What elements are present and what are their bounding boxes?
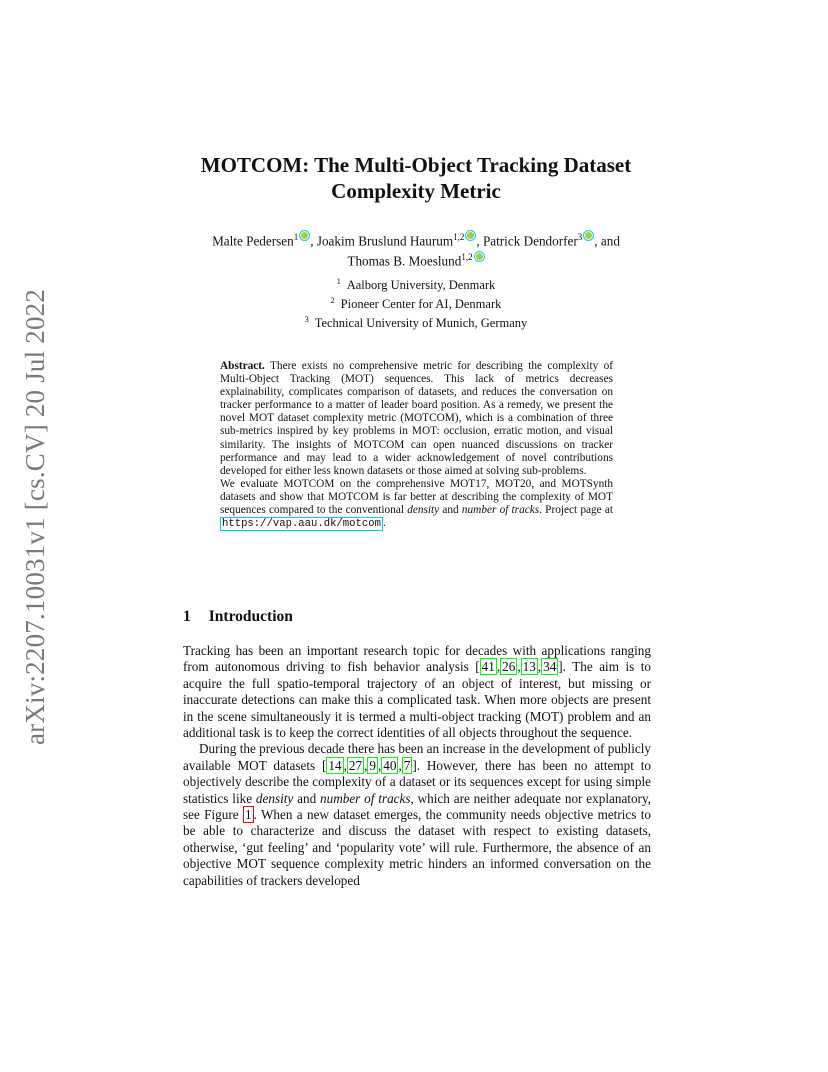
author-affiliation-marker: 1,2 [461, 252, 473, 263]
title-line-1: MOTCOM: The Multi-Object Tracking Dataset [200, 153, 632, 177]
affiliation-item [150, 274, 682, 293]
abstract-text: and [439, 504, 462, 517]
citation-link[interactable]: 40 [383, 757, 397, 773]
project-page-link[interactable]: https://vap.aau.dk/motcom [222, 518, 381, 531]
author-name: Thomas B. Moeslund [347, 253, 462, 269]
introduction-body [183, 643, 651, 889]
citation-link[interactable]: 34 [543, 659, 557, 675]
citation-link[interactable]: 26 [502, 659, 516, 675]
section-heading [183, 608, 293, 626]
citation-link[interactable]: 13 [522, 659, 536, 675]
authors-and: and [600, 233, 620, 249]
author-name: Patrick Dendorfer [482, 233, 578, 249]
section-number: 1 [183, 608, 191, 625]
abstract-emphasis: density [407, 504, 440, 517]
author-affiliation-marker: 1 [293, 232, 299, 242]
intro-paragraph-1: Tracking has been an important research topic for decades with applications ranging from autonomous driving to fish behavior analysis [ 41 , 26 , 13 , 34 ]. The aim is to acquire the full spatio-temporal trajectory of an object of interest, but missing or inaccurate detections can make this a complicated task. When more objects are present in the scene simultaneously it is termed a multi-object tracking (MOT) problem and an additional task is to keep the correct identities of all objects throughout the sequence. [183, 643, 651, 741]
abstract-text: We evaluate MOTCOM on the comprehensive MOT17, MOT20, and MOTSynth datasets and show that MOTCOM is far better at describing the complexity of MOT sequences compared to the conventional [220, 477, 613, 517]
orcid-icon[interactable] [583, 230, 594, 241]
body-text: During the previous decade there has been an increase in the development of publicly available MOT datasets [ [183, 741, 651, 773]
orcid-icon[interactable] [465, 230, 476, 241]
abstract-text: . Project page at [539, 504, 614, 517]
affiliation-number: 3 [304, 315, 309, 325]
body-text: . When a new dataset emerges, the community needs objective metrics to be able to characterize and discuss the dataset with respect to existing datasets, otherwise, ‘gut feeling’ and ‘popularity vote’ will rule. Furthermore, the absence of an objective MOT sequence complexity metric hinders an informed conversation on the capabilities of trackers developed [183, 807, 651, 888]
citation-link[interactable]: 9 [369, 757, 376, 773]
affiliation-text: Technical University of Munich, Germany [314, 316, 528, 331]
author-affiliation-marker: 1,2 [453, 232, 465, 242]
affiliation-number: 1 [336, 277, 341, 286]
affiliation-item [150, 312, 682, 331]
citation-link[interactable]: 27 [348, 757, 363, 773]
abstract-label: Abstract. [220, 360, 265, 372]
authors-line-1: Malte Pedersen$^1$ , Joakim Bruslund Haurum$^{1,2}$ , Patrick Dendorfer$^3$ , and [212, 232, 620, 249]
abstract-paragraph-1 [220, 360, 613, 478]
abstract [220, 360, 613, 531]
body-text: Tracking has been an important research topic for decades with applications ranging from autonomous driving to fish behavior analysis [ [183, 643, 651, 675]
abstract-text: There exists no comprehensive metric for describing the complexity of Multi-Object Tracking (MOT) sequences. This lack of metrics decreases explainability, complicates comparison of datasets, and reduces the conversation on tracker performance to a matter of leader board position. As a remedy, we present the novel MOT dataset complexity metric (MOTCOM), which is a combination of three sub-metrics inspired by key problems in MOT: occlusion, erratic motion, and visual similarity. The insights of MOTCOM can open nuanced discussions on tracker performance and may lead to a wider acknowledgement of novel contributions developed for either less known datasets or those aimed at solving sub-problems. [220, 360, 613, 477]
body-text: ]. However, there has been no attempt to objectively describe the complexity of a dataset or its sequences except for using simple statistics like [183, 757, 651, 806]
affiliation-text: Pioneer Center for AI, Denmark [340, 297, 502, 312]
arxiv-identifier-stamp: arXiv:2207.10031v1 [cs.CV] 20 Jul 2022 [20, 288, 50, 745]
figure-reference-link[interactable]: 1 [244, 807, 252, 823]
abstract-text: . [382, 517, 386, 530]
body-text: , which are neither adequate nor explanatory, see Figure [183, 790, 651, 823]
citation-link[interactable]: 41 [481, 659, 495, 675]
paper-title [150, 152, 682, 204]
author-name: Joakim Bruslund Haurum [316, 233, 454, 249]
orcid-icon[interactable] [299, 230, 310, 241]
citation-link[interactable]: 14 [328, 757, 342, 773]
author-affiliation-marker: 3 [577, 232, 583, 242]
intro-paragraph-2: During the previous decade there has been an increase in the development of publicly available MOT datasets [ 14 , 27 , 9 , 40 , 7 ]. However, there has been no attempt to objectively describe the complexity of a dataset or its sequences except for using simple statistics like density and number of tracks, which are neither adequate nor explanatory, see Figure 1 . When a new dataset emerges, the community needs objective metrics to be able to characterize and discuss the dataset with respect to existing datasets, otherwise, ‘gut feeling’ and ‘popularity vote’ will rule. Furthermore, the absence of an objective MOT sequence complexity metric hinders an informed conversation on the capabilities of trackers developed [183, 741, 651, 888]
body-emphasis: number of tracks [320, 790, 411, 806]
affiliations [150, 274, 682, 331]
authors-line-2 [150, 249, 682, 269]
abstract-emphasis: number of tracks [461, 504, 540, 517]
title-line-2: Complexity Metric [331, 179, 501, 203]
section-title-text: Introduction [208, 608, 293, 625]
body-text: ]. The aim is to acquire the full spatio-temporal trajectory of an object of interest, but missing or inaccurate detections can make this a complicated task. When more objects are present in the scene simultaneously it is termed a multi-object tracking (MOT) problem and an additional task is to keep the correct identities of all objects throughout the sequence. [183, 659, 651, 741]
affiliation-number: 2 [330, 296, 335, 306]
citation-link[interactable]: 7 [403, 757, 411, 773]
affiliation-item [150, 293, 682, 312]
author-name: Malte Pedersen [212, 233, 294, 249]
body-text: and [293, 790, 321, 806]
abstract-paragraph-2 [220, 478, 613, 531]
affiliation-text: Aalborg University, Denmark [346, 278, 496, 293]
body-emphasis: density [255, 790, 294, 806]
orcid-icon[interactable] [474, 251, 485, 262]
author-list [150, 229, 682, 270]
